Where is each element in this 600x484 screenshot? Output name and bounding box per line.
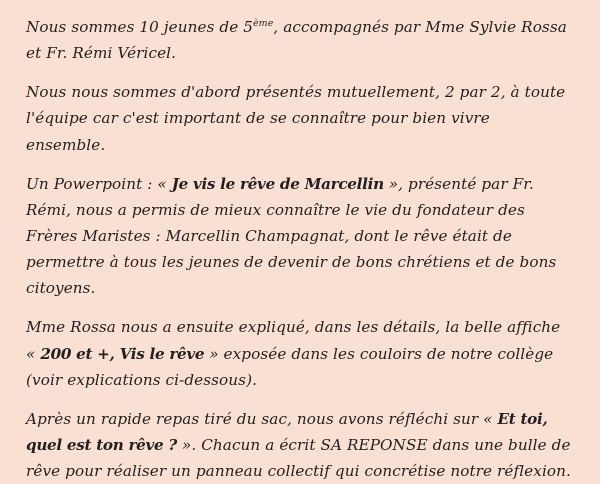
text-run: Mme Rossa nous a ensuite expliqué, dans les détails, la belle affiche « (26, 318, 561, 363)
text-run: ». Chacun a écrit SA REPONSE dans une bulle de rêve pour réaliser un panneau collectif qui concrétise notre réflexion. (26, 435, 571, 481)
text-run: Nous sommes 10 jeunes de 5 (26, 18, 254, 36)
paragraph-4 (26, 314, 574, 392)
emphasis-powerpoint-title: Je vis le rêve de Marcellin (171, 174, 384, 193)
text-run: Un Powerpoint : « (26, 174, 172, 193)
emphasis-question: Et toi, quel est ton rêve ? (26, 409, 548, 454)
paragraph-1 (26, 14, 574, 66)
paragraph-5 (26, 406, 574, 484)
emphasis-poster-title: 200 et +, Vis le rêve (40, 344, 205, 363)
text-run: Nous nous sommes d'abord présentés mutuellement, 2 par 2, à toute l'équipe car c'est important de se connaître pour bien vivre ensemble. (26, 83, 566, 154)
paragraph-2 (26, 79, 574, 157)
superscript-ordinal: ème (253, 17, 274, 29)
text-run: » exposée dans les couloirs de notre collège (voir explications ci-dessous). (26, 344, 554, 389)
text-run: Après un rapide repas tiré du sac, nous avons réfléchi sur « (26, 409, 498, 428)
text-run: », présenté par Fr. Rémi, nous a permis de mieux connaître le vie du fondateur des Frères Maristes : Marcellin Champagnat, dont le rêve était de permettre à tous les jeunes de devenir de bons chrétiens et de bons citoyens. (26, 174, 557, 298)
text-run: , accompagnés par Mme Sylvie Rossa et Fr. Rémi Véricel. (26, 18, 567, 63)
paragraph-3 (26, 171, 574, 302)
